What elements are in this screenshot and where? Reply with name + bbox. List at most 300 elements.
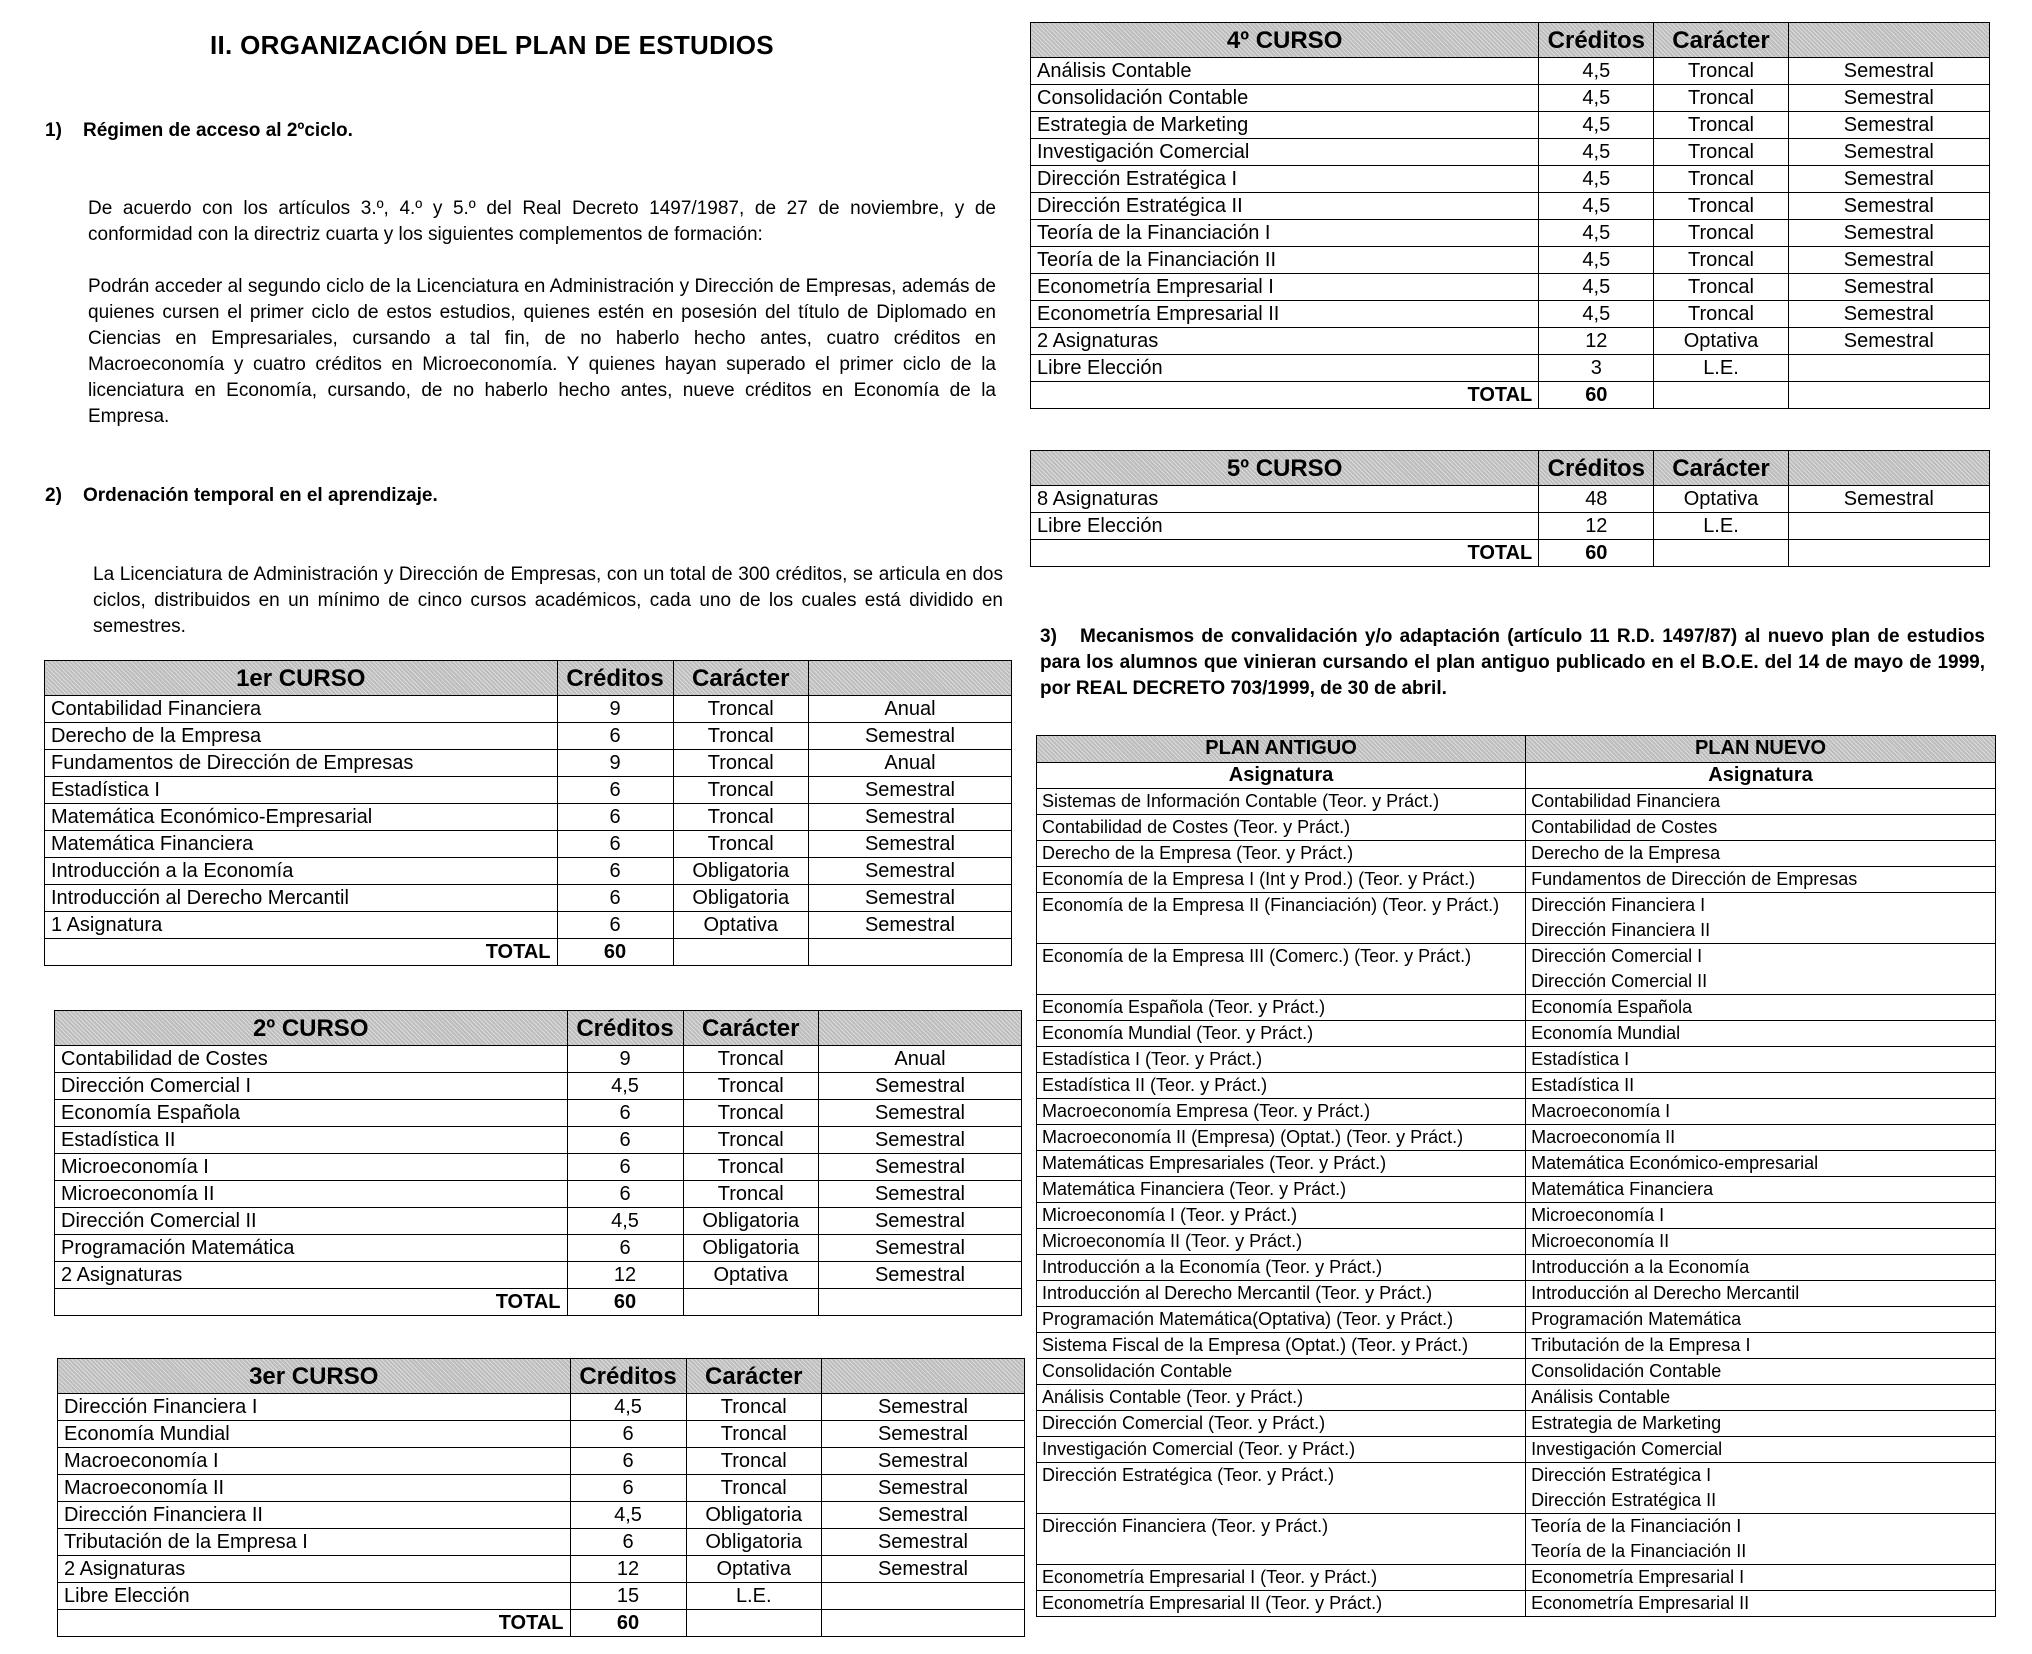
subject-name: Contabilidad Financiera xyxy=(45,696,558,723)
new-subject: Matemática Financiera xyxy=(1526,1177,1996,1203)
subject-period: Semestral xyxy=(808,831,1011,858)
subject-type: Troncal xyxy=(683,1046,818,1073)
old-subject: Macroeconomía II (Empresa) (Optat.) (Teor. y Práct.) xyxy=(1037,1125,1526,1151)
old-subject: Derecho de la Empresa (Teor. y Práct.) xyxy=(1037,841,1526,867)
curso-2-table xyxy=(54,1010,1022,1316)
subject-period: Semestral xyxy=(821,1475,1024,1502)
table-row xyxy=(1031,355,1990,382)
table-row xyxy=(58,1529,1025,1556)
table-row xyxy=(1031,301,1990,328)
subject-credits: 9 xyxy=(557,696,673,723)
subject-type: L.E. xyxy=(1654,355,1788,382)
subject-credits: 12 xyxy=(567,1262,683,1289)
subject-name: 8 Asignaturas xyxy=(1031,486,1539,513)
table-header-row xyxy=(1031,23,1990,58)
table-row xyxy=(55,1262,1022,1289)
table-row xyxy=(1031,139,1990,166)
old-subject: Microeconomía II (Teor. y Práct.) xyxy=(1037,1229,1526,1255)
subject-type: Obligatoria xyxy=(683,1235,818,1262)
subject-period: Semestral xyxy=(818,1100,1021,1127)
subject-name: Derecho de la Empresa xyxy=(45,723,558,750)
subject-credits: 15 xyxy=(570,1583,686,1610)
subject-period: Semestral xyxy=(821,1502,1024,1529)
new-subject: Teoría de la Financiación I Teoría de la Financiación II xyxy=(1526,1514,1996,1565)
subject-type: Troncal xyxy=(686,1448,821,1475)
table-row xyxy=(45,858,1012,885)
table-row xyxy=(1037,1281,1996,1307)
subject-name: Contabilidad de Costes xyxy=(55,1046,568,1073)
subject-name: Dirección Financiera I xyxy=(58,1394,571,1421)
section-2-paragraph: La Licenciatura de Administración y Dirección de Empresas, con un total de 300 créditos, se articula en dos ciclos, distribuidos en un mínimo de cinco cursos académicos, cada uno de los cuales está dividido en semestres. xyxy=(93,564,1003,637)
total-label: TOTAL xyxy=(45,939,558,966)
subject-name: 2 Asignaturas xyxy=(58,1556,571,1583)
old-subject: Estadística I (Teor. y Práct.) xyxy=(1037,1047,1526,1073)
table-row xyxy=(55,1181,1022,1208)
new-subject: Dirección Financiera I Dirección Financiera II xyxy=(1526,893,1996,944)
subject-credits: 3 xyxy=(1539,355,1654,382)
subject-credits: 4,5 xyxy=(1539,166,1654,193)
section-3-number: 3) xyxy=(1040,626,1057,647)
new-subject: Contabilidad Financiera xyxy=(1526,789,1996,815)
subject-credits: 4,5 xyxy=(1539,112,1654,139)
subject-name: Econometría Empresarial I xyxy=(1031,274,1539,301)
table-row xyxy=(1037,1359,1996,1385)
subject-period: Semestral xyxy=(818,1235,1021,1262)
subject-period: Semestral xyxy=(818,1154,1021,1181)
new-subject: Contabilidad de Costes xyxy=(1526,815,1996,841)
subject-type: Obligatoria xyxy=(683,1208,818,1235)
subject-period: Semestral xyxy=(821,1394,1024,1421)
table-row xyxy=(1031,513,1990,540)
subject-type: Troncal xyxy=(673,831,808,858)
new-subject: Análisis Contable xyxy=(1526,1385,1996,1411)
subject-name: Teoría de la Financiación II xyxy=(1031,247,1539,274)
subject-period: Semestral xyxy=(1788,166,1989,193)
subject-type: Troncal xyxy=(683,1127,818,1154)
subject-name: Dirección Estratégica II xyxy=(1031,193,1539,220)
table-row xyxy=(1037,815,1996,841)
subject-type: Optativa xyxy=(673,912,808,939)
total-empty xyxy=(1654,382,1788,409)
table-row xyxy=(45,831,1012,858)
table-row xyxy=(45,750,1012,777)
subject-name: Economía Mundial xyxy=(58,1421,571,1448)
subject-credits: 6 xyxy=(557,777,673,804)
subject-type: Troncal xyxy=(686,1394,821,1421)
col-caracter-header: Carácter xyxy=(1654,451,1788,486)
new-subject: Macroeconomía II xyxy=(1526,1125,1996,1151)
new-subject: Investigación Comercial xyxy=(1526,1437,1996,1463)
table-row xyxy=(45,696,1012,723)
subject-name: Dirección Comercial II xyxy=(55,1208,568,1235)
section-1-number: 1) xyxy=(45,120,62,141)
table-row xyxy=(1037,1463,1996,1514)
subject-period: Semestral xyxy=(1788,328,1989,355)
total-empty xyxy=(673,939,808,966)
old-subject: Consolidación Contable xyxy=(1037,1359,1526,1385)
table-row xyxy=(1037,1177,1996,1203)
old-subject: Matemáticas Empresariales (Teor. y Práct.) xyxy=(1037,1151,1526,1177)
course-title: 5º CURSO xyxy=(1031,451,1539,486)
subject-period xyxy=(821,1583,1024,1610)
subject-credits: 6 xyxy=(567,1100,683,1127)
subject-name: Teoría de la Financiación I xyxy=(1031,220,1539,247)
subject-name: Libre Elección xyxy=(1031,355,1539,382)
subject-name: 2 Asignaturas xyxy=(55,1262,568,1289)
subject-credits: 4,5 xyxy=(570,1394,686,1421)
subject-period: Semestral xyxy=(1788,58,1989,85)
subject-name: Matemática Financiera xyxy=(45,831,558,858)
col-caracter-header: Carácter xyxy=(673,661,808,696)
subject-name: Matemática Económico-Empresarial xyxy=(45,804,558,831)
table-row xyxy=(1037,1307,1996,1333)
table-row xyxy=(1037,1203,1996,1229)
col-blank-header xyxy=(818,1011,1021,1046)
subject-period: Semestral xyxy=(808,723,1011,750)
new-subject: Econometría Empresarial I xyxy=(1526,1565,1996,1591)
subject-type: Troncal xyxy=(683,1100,818,1127)
new-subject: Economía Mundial xyxy=(1526,1021,1996,1047)
table-row xyxy=(1037,1514,1996,1565)
new-subject: Economía Española xyxy=(1526,995,1996,1021)
subject-credits: 4,5 xyxy=(1539,139,1654,166)
subject-name: Fundamentos de Dirección de Empresas xyxy=(45,750,558,777)
new-subject: Microeconomía I xyxy=(1526,1203,1996,1229)
total-credits: 60 xyxy=(1539,382,1654,409)
plan-header-row xyxy=(1037,736,1996,763)
table-row xyxy=(1037,893,1996,944)
section-2-title: Ordenación temporal en el aprendizaje. xyxy=(83,485,438,506)
subject-type: Troncal xyxy=(1654,112,1788,139)
table-row xyxy=(1037,1437,1996,1463)
subject-name: Introducción al Derecho Mercantil xyxy=(45,885,558,912)
table-row xyxy=(58,1583,1025,1610)
table-header-row xyxy=(55,1011,1022,1046)
total-label: TOTAL xyxy=(1031,540,1539,567)
table-row xyxy=(55,1127,1022,1154)
total-empty xyxy=(1788,540,1989,567)
table-row xyxy=(1037,1591,1996,1617)
subject-name: 2 Asignaturas xyxy=(1031,328,1539,355)
old-subject: Investigación Comercial (Teor. y Práct.) xyxy=(1037,1437,1526,1463)
subject-name: Dirección Comercial I xyxy=(55,1073,568,1100)
plan-nuevo-header: PLAN NUEVO xyxy=(1526,736,1996,763)
table-row xyxy=(45,804,1012,831)
subject-type: Troncal xyxy=(673,723,808,750)
table-row xyxy=(1031,247,1990,274)
subject-period: Semestral xyxy=(808,858,1011,885)
subject-credits: 6 xyxy=(567,1127,683,1154)
old-subject: Dirección Estratégica (Teor. y Práct.) xyxy=(1037,1463,1526,1514)
table-row xyxy=(1031,220,1990,247)
new-subject: Microeconomía II xyxy=(1526,1229,1996,1255)
subject-name: Introducción a la Economía xyxy=(45,858,558,885)
subject-name: Programación Matemática xyxy=(55,1235,568,1262)
subject-type: Troncal xyxy=(1654,58,1788,85)
subject-period: Semestral xyxy=(1788,274,1989,301)
subject-period: Semestral xyxy=(1788,486,1989,513)
subject-credits: 12 xyxy=(570,1556,686,1583)
subject-period: Semestral xyxy=(1788,220,1989,247)
subject-name: Consolidación Contable xyxy=(1031,85,1539,112)
subject-type: Troncal xyxy=(1654,274,1788,301)
subject-name: Libre Elección xyxy=(1031,513,1539,540)
old-subject: Economía de la Empresa III (Comerc.) (Teor. y Práct.) xyxy=(1037,944,1526,995)
subject-name: Libre Elección xyxy=(58,1583,571,1610)
asignatura-new-header: Asignatura xyxy=(1526,763,1996,789)
subject-name: Estrategia de Marketing xyxy=(1031,112,1539,139)
col-blank-header xyxy=(808,661,1011,696)
table-row xyxy=(1037,1333,1996,1359)
total-credits: 60 xyxy=(557,939,673,966)
table-row xyxy=(58,1448,1025,1475)
plan-antiguo-header: PLAN ANTIGUO xyxy=(1037,736,1526,763)
table-row xyxy=(1037,1125,1996,1151)
table-row xyxy=(1037,1151,1996,1177)
old-subject: Dirección Comercial (Teor. y Práct.) xyxy=(1037,1411,1526,1437)
subject-period: Semestral xyxy=(818,1127,1021,1154)
subject-name: Macroeconomía II xyxy=(58,1475,571,1502)
table-header-row xyxy=(1031,451,1990,486)
table-header-row xyxy=(58,1359,1025,1394)
col-caracter-header: Carácter xyxy=(1654,23,1788,58)
subject-period: Semestral xyxy=(808,804,1011,831)
page-title: II. ORGANIZACIÓN DEL PLAN DE ESTUDIOS xyxy=(210,30,774,60)
subject-type: L.E. xyxy=(686,1583,821,1610)
subject-credits: 6 xyxy=(570,1475,686,1502)
subject-name: Estadística II xyxy=(55,1127,568,1154)
old-subject: Economía Mundial (Teor. y Práct.) xyxy=(1037,1021,1526,1047)
subject-period: Semestral xyxy=(1788,247,1989,274)
table-row xyxy=(1037,1099,1996,1125)
curso-4-table xyxy=(1030,22,1990,409)
table-row xyxy=(1037,1565,1996,1591)
subject-type: Troncal xyxy=(683,1073,818,1100)
table-row xyxy=(55,1100,1022,1127)
table-row xyxy=(1037,944,1996,995)
table-row xyxy=(1031,328,1990,355)
subheader-row xyxy=(1037,763,1996,789)
new-subject: Introducción a la Economía xyxy=(1526,1255,1996,1281)
total-label: TOTAL xyxy=(55,1289,568,1316)
subject-period: Semestral xyxy=(1788,85,1989,112)
subject-credits: 4,5 xyxy=(1539,247,1654,274)
table-row xyxy=(1037,789,1996,815)
old-subject: Economía Española (Teor. y Práct.) xyxy=(1037,995,1526,1021)
total-empty xyxy=(821,1610,1024,1637)
subject-type: Obligatoria xyxy=(686,1529,821,1556)
subject-credits: 6 xyxy=(570,1448,686,1475)
subject-period: Semestral xyxy=(818,1181,1021,1208)
total-credits: 60 xyxy=(1539,540,1654,567)
subject-credits: 6 xyxy=(557,804,673,831)
old-subject: Introducción a la Economía (Teor. y Práct.) xyxy=(1037,1255,1526,1281)
old-subject: Economía de la Empresa II (Financiación) (Teor. y Práct.) xyxy=(1037,893,1526,944)
subject-credits: 9 xyxy=(557,750,673,777)
old-subject: Introducción al Derecho Mercantil (Teor. y Práct.) xyxy=(1037,1281,1526,1307)
subject-credits: 6 xyxy=(557,723,673,750)
table-row xyxy=(45,912,1012,939)
col-creditos-header: Créditos xyxy=(557,661,673,696)
subject-credits: 4,5 xyxy=(1539,301,1654,328)
subject-name: Dirección Estratégica I xyxy=(1031,166,1539,193)
table-header-row xyxy=(45,661,1012,696)
subject-period: Semestral xyxy=(821,1556,1024,1583)
subject-name: Estadística I xyxy=(45,777,558,804)
curso-3-table xyxy=(57,1358,1025,1637)
subject-credits: 4,5 xyxy=(1539,220,1654,247)
subject-type: Troncal xyxy=(1654,139,1788,166)
subject-credits: 4,5 xyxy=(1539,274,1654,301)
subject-type: Optativa xyxy=(683,1262,818,1289)
col-creditos-header: Créditos xyxy=(1539,451,1654,486)
subject-type: Troncal xyxy=(673,804,808,831)
table-row xyxy=(1037,995,1996,1021)
table-row xyxy=(1037,1385,1996,1411)
new-subject: Dirección Comercial I Dirección Comercial II xyxy=(1526,944,1996,995)
curso-1-table xyxy=(44,660,1012,966)
section-1-paragraph-1: De acuerdo con los artículos 3.º, 4.º y 5.º del Real Decreto 1497/1987, de 27 de noviembre, y de conformidad con la directriz cuarta y los siguientes complementos de formación: xyxy=(88,198,996,245)
total-label: TOTAL xyxy=(58,1610,571,1637)
new-subject: Tributación de la Empresa I xyxy=(1526,1333,1996,1359)
subject-period: Semestral xyxy=(1788,301,1989,328)
course-title: 2º CURSO xyxy=(55,1011,568,1046)
section-1-heading xyxy=(45,120,353,142)
subject-type: Optativa xyxy=(1654,486,1788,513)
adaptation-table xyxy=(1036,735,1996,1617)
subject-type: Troncal xyxy=(1654,85,1788,112)
course-title: 1er CURSO xyxy=(45,661,558,696)
table-row xyxy=(1031,85,1990,112)
total-row xyxy=(1031,540,1990,567)
table-row xyxy=(1037,1411,1996,1437)
subject-period xyxy=(1788,355,1989,382)
old-subject: Análisis Contable (Teor. y Práct.) xyxy=(1037,1385,1526,1411)
new-subject: Dirección Estratégica I Dirección Estratégica II xyxy=(1526,1463,1996,1514)
old-subject: Econometría Empresarial I (Teor. y Práct.) xyxy=(1037,1565,1526,1591)
subject-credits: 4,5 xyxy=(1539,85,1654,112)
table-row xyxy=(1037,1073,1996,1099)
table-row xyxy=(1037,1255,1996,1281)
total-row xyxy=(1031,382,1990,409)
table-row xyxy=(55,1046,1022,1073)
subject-type: Troncal xyxy=(1654,301,1788,328)
new-subject: Estrategia de Marketing xyxy=(1526,1411,1996,1437)
section-2-heading xyxy=(45,485,438,507)
table-row xyxy=(55,1235,1022,1262)
subject-name: Microeconomía I xyxy=(55,1154,568,1181)
new-subject: Programación Matemática xyxy=(1526,1307,1996,1333)
subject-name: Análisis Contable xyxy=(1031,58,1539,85)
subject-credits: 4,5 xyxy=(570,1502,686,1529)
subject-type: Obligatoria xyxy=(673,858,808,885)
subject-credits: 4,5 xyxy=(1539,58,1654,85)
new-subject: Derecho de la Empresa xyxy=(1526,841,1996,867)
section-2-number: 2) xyxy=(45,485,62,506)
subject-name: Econometría Empresarial II xyxy=(1031,301,1539,328)
col-creditos-header: Créditos xyxy=(567,1011,683,1046)
old-subject: Sistemas de Información Contable (Teor. y Práct.) xyxy=(1037,789,1526,815)
old-subject: Macroeconomía Empresa (Teor. y Práct.) xyxy=(1037,1099,1526,1125)
total-empty xyxy=(818,1289,1021,1316)
subject-period: Semestral xyxy=(821,1421,1024,1448)
total-row xyxy=(55,1289,1022,1316)
subject-period: Semestral xyxy=(1788,112,1989,139)
subject-type: Troncal xyxy=(1654,220,1788,247)
subject-credits: 6 xyxy=(557,912,673,939)
table-row xyxy=(1037,867,1996,893)
asignatura-old-header: Asignatura xyxy=(1037,763,1526,789)
new-subject: Fundamentos de Dirección de Empresas xyxy=(1526,867,1996,893)
total-credits: 60 xyxy=(570,1610,686,1637)
new-subject: Macroeconomía I xyxy=(1526,1099,1996,1125)
subject-credits: 4,5 xyxy=(1539,193,1654,220)
subject-credits: 9 xyxy=(567,1046,683,1073)
section-3-heading xyxy=(1040,624,1985,702)
subject-credits: 6 xyxy=(567,1154,683,1181)
subject-period: Anual xyxy=(808,750,1011,777)
total-row xyxy=(58,1610,1025,1637)
total-label: TOTAL xyxy=(1031,382,1539,409)
table-row xyxy=(1037,841,1996,867)
subject-credits: 12 xyxy=(1539,513,1654,540)
subject-type: Troncal xyxy=(686,1421,821,1448)
old-subject: Econometría Empresarial II (Teor. y Práct.) xyxy=(1037,1591,1526,1617)
subject-period: Semestral xyxy=(808,912,1011,939)
subject-name: Microeconomía II xyxy=(55,1181,568,1208)
table-row xyxy=(58,1556,1025,1583)
old-subject: Economía de la Empresa I (Int y Prod.) (Teor. y Práct.) xyxy=(1037,867,1526,893)
table-row xyxy=(58,1394,1025,1421)
section-1-title: Régimen de acceso al 2ºciclo. xyxy=(83,120,353,141)
subject-credits: 6 xyxy=(557,885,673,912)
col-creditos-header: Créditos xyxy=(570,1359,686,1394)
table-row xyxy=(1031,58,1990,85)
subject-period: Semestral xyxy=(808,885,1011,912)
total-empty xyxy=(686,1610,821,1637)
table-row xyxy=(1037,1229,1996,1255)
subject-period: Semestral xyxy=(821,1448,1024,1475)
subject-type: Troncal xyxy=(683,1154,818,1181)
subject-credits: 4,5 xyxy=(567,1073,683,1100)
old-subject: Dirección Financiera (Teor. y Práct.) xyxy=(1037,1514,1526,1565)
table-row xyxy=(1037,1047,1996,1073)
course-title: 3er CURSO xyxy=(58,1359,571,1394)
old-subject: Programación Matemática(Optativa) (Teor. y Práct.) xyxy=(1037,1307,1526,1333)
new-subject: Introducción al Derecho Mercantil xyxy=(1526,1281,1996,1307)
table-row xyxy=(1031,166,1990,193)
subject-type: Obligatoria xyxy=(686,1502,821,1529)
subject-period: Semestral xyxy=(1788,139,1989,166)
subject-type: Troncal xyxy=(1654,166,1788,193)
new-subject: Estadística II xyxy=(1526,1073,1996,1099)
table-row xyxy=(58,1421,1025,1448)
subject-type: Troncal xyxy=(1654,247,1788,274)
subject-credits: 6 xyxy=(570,1529,686,1556)
subject-credits: 6 xyxy=(557,858,673,885)
subject-name: Dirección Financiera II xyxy=(58,1502,571,1529)
table-row xyxy=(1037,1021,1996,1047)
subject-period: Semestral xyxy=(821,1529,1024,1556)
table-row xyxy=(1031,112,1990,139)
subject-type: L.E. xyxy=(1654,513,1788,540)
table-row xyxy=(1031,486,1990,513)
subject-period: Semestral xyxy=(818,1208,1021,1235)
subject-period: Semestral xyxy=(1788,193,1989,220)
subject-type: Obligatoria xyxy=(673,885,808,912)
subject-type: Optativa xyxy=(686,1556,821,1583)
table-row xyxy=(55,1208,1022,1235)
